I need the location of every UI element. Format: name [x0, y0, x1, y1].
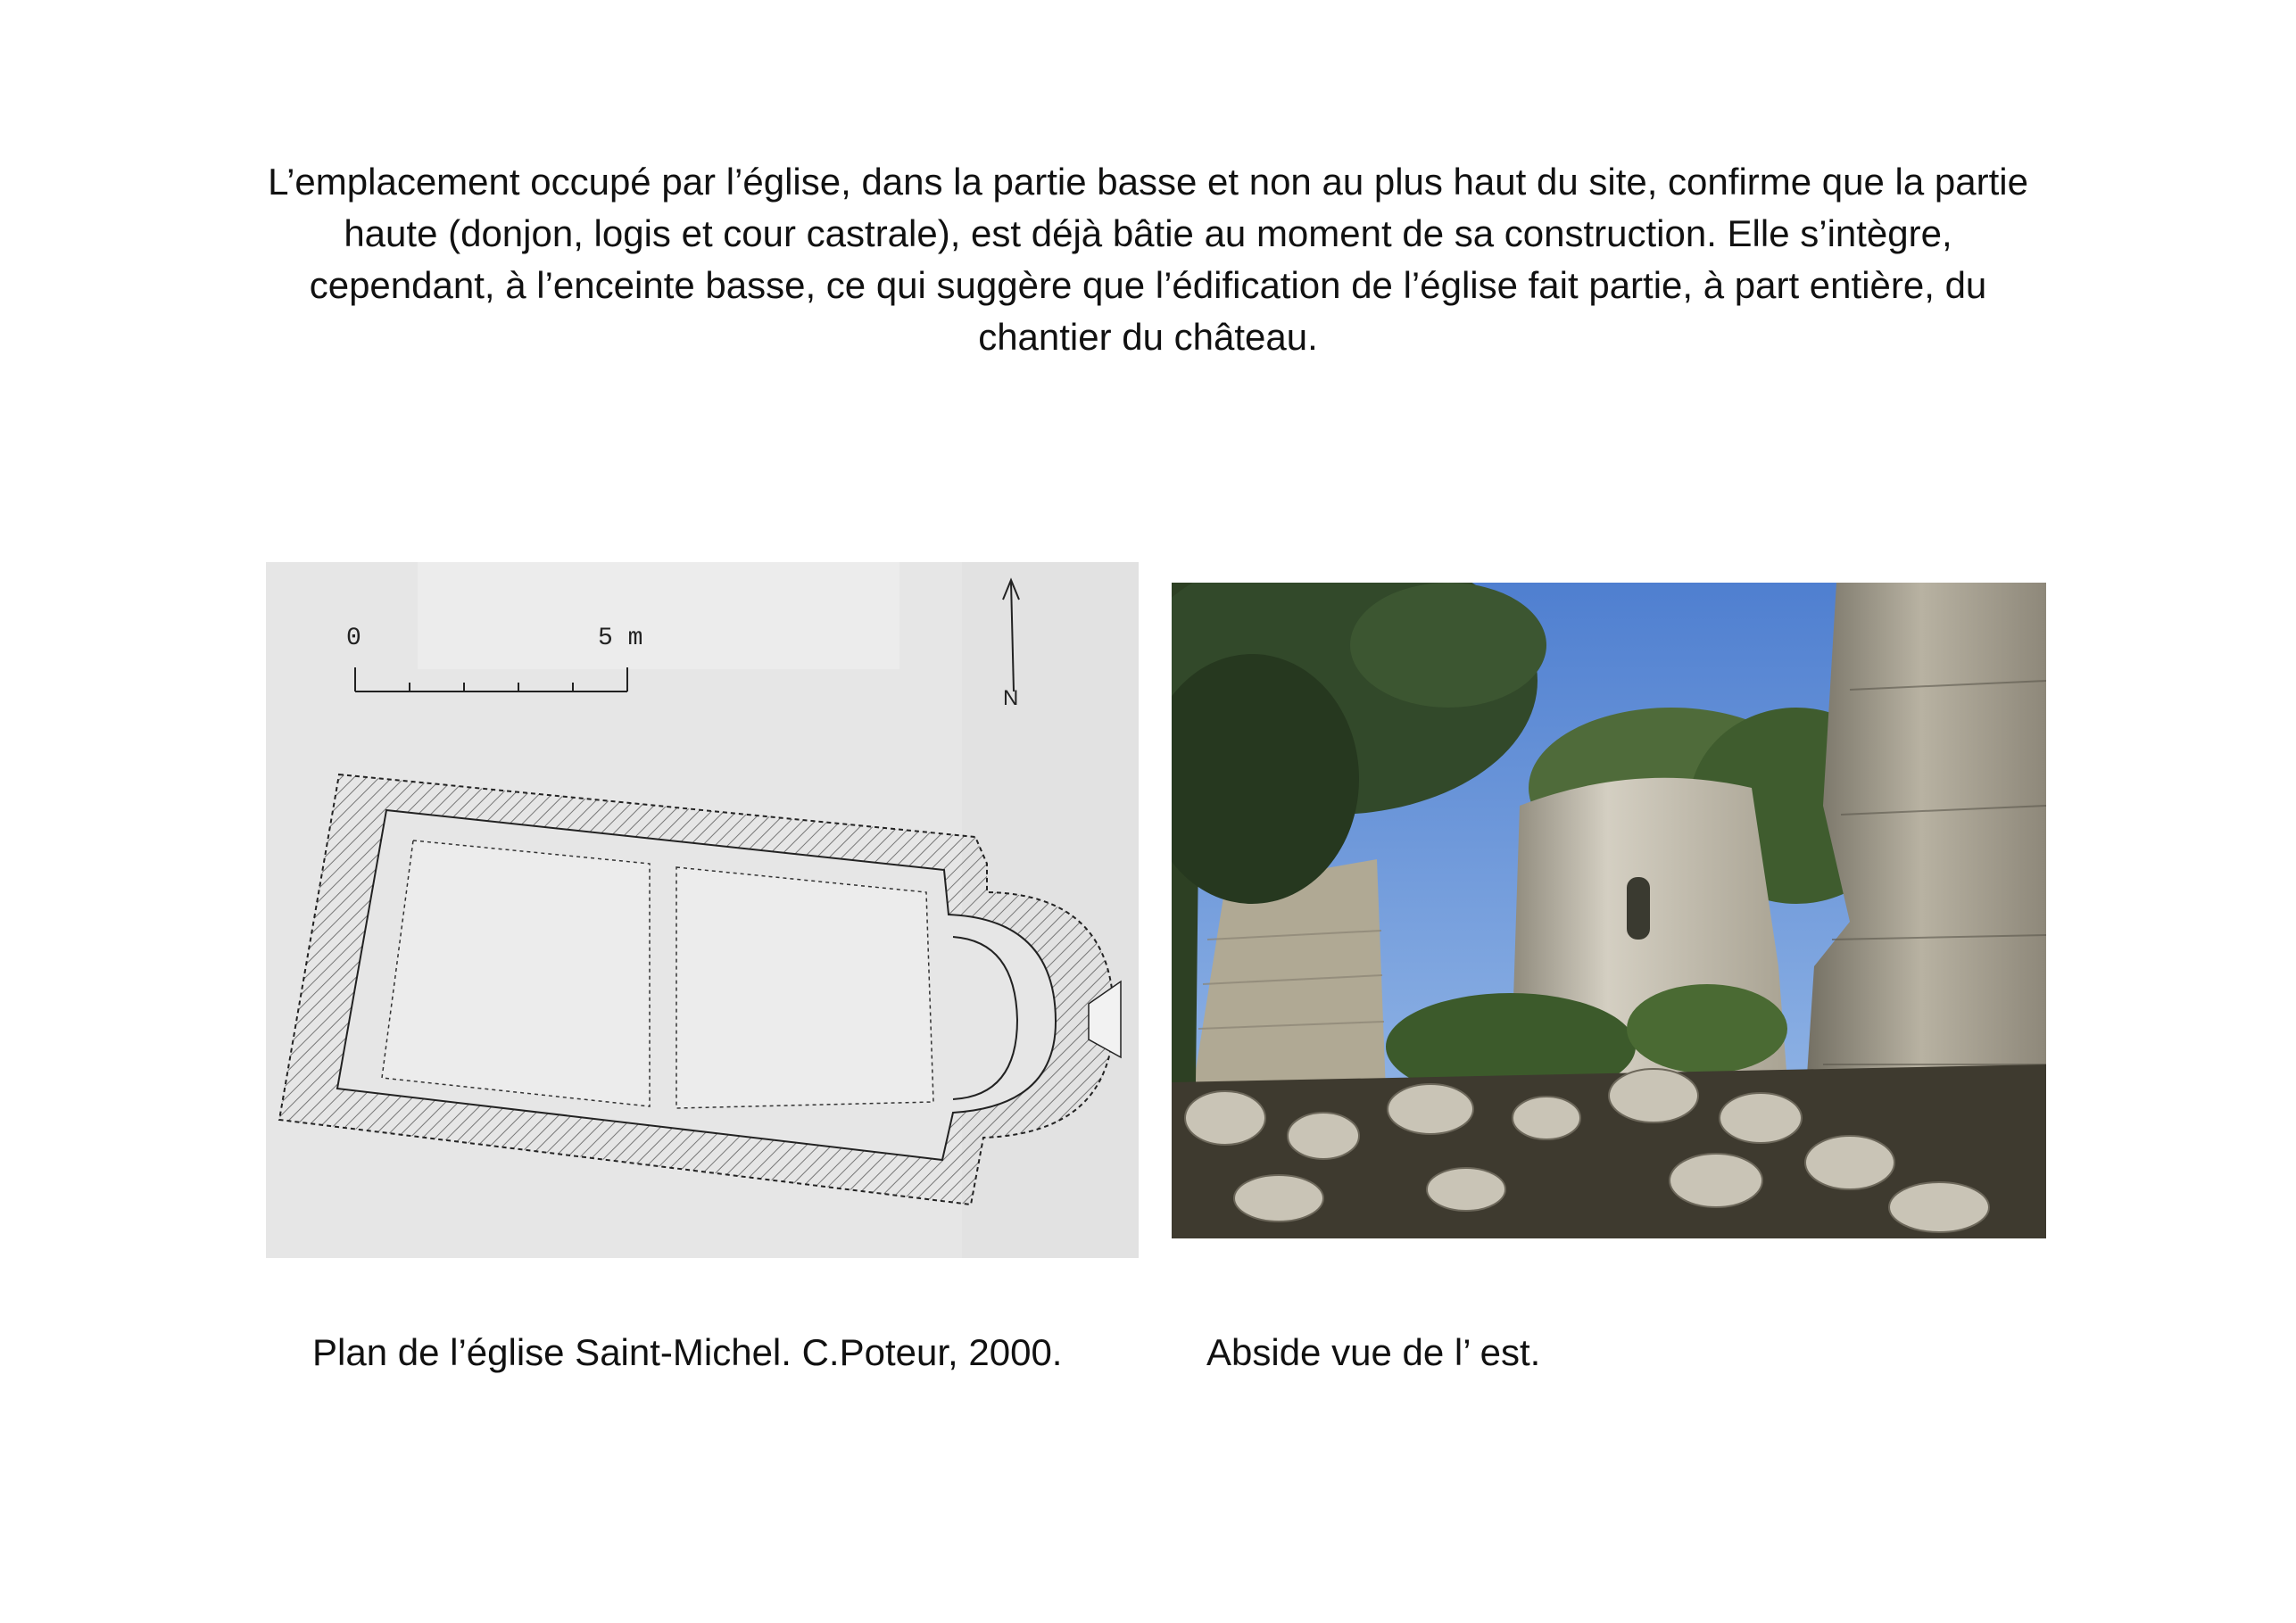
apse-photo	[1172, 583, 2046, 1238]
photo-caption: Abside vue de l’ est.	[1206, 1331, 1541, 1373]
scale-start-label: 0	[346, 625, 361, 652]
church-plan-drawing	[266, 562, 1139, 1258]
intro-paragraph: L’emplacement occupé par l’église, dans la partie basse et non au plus haut du site, confirme que la partie haute (donjon, logis et cour castrale), est déjà bâtie au moment de sa construction. Elle s’intègre, cependant, à l’enceinte basse, ce qui suggère que l’édification de l’église fait partie, à part entière, du chantier du château.	[268, 161, 2028, 358]
scale-end-label: 5 m	[598, 625, 643, 652]
plan-caption: Plan de l’église Saint-Michel. C.Poteur, 2000.	[312, 1331, 1063, 1373]
north-label: N	[1003, 686, 1019, 710]
